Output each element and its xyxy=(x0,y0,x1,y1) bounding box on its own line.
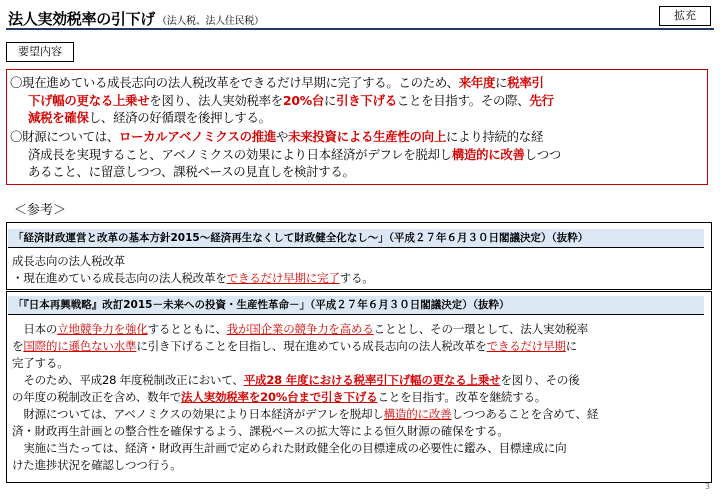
bullet-marker: 〇 xyxy=(10,129,23,144)
reference-subheading: 成長志向の法人税改革 xyxy=(12,254,125,268)
highlight-text: 先行 xyxy=(529,92,554,108)
highlight-text: 我が国企業の競争力を高める xyxy=(226,322,374,336)
reference-text: を図り、その後 xyxy=(500,373,580,387)
bullet-text: により持続的な経 xyxy=(445,129,544,144)
reference-text: けた進捗状況を確認しつつ行う。 xyxy=(12,458,182,472)
bullet-text: し、経済の好循環を後押しする。 xyxy=(88,110,271,125)
highlight-text: 法人実効税率を20%台まで引き下げる xyxy=(181,390,378,404)
page-title xyxy=(8,8,264,29)
reference-text: 日本の xyxy=(23,322,58,336)
page-title-main: 法人実効税率の引下げ xyxy=(8,10,156,28)
bullet-text: に xyxy=(495,75,508,90)
highlight-text: 20%台 xyxy=(282,92,325,108)
reference-header-1: 「経済財政運営と改革の基本方針2015～経済再生なくして財政健全化なし～」（平成２７年６月３０日閣議決定）（抜粋） xyxy=(8,229,704,248)
reference-text: こととし、その一環として、法人実効税率 xyxy=(373,322,589,336)
bullet-text: を図り、法人実効税率を xyxy=(149,92,283,108)
reference-text: そのため、平成28 年度税制改正において、 xyxy=(23,373,244,387)
bullet-text: 財源については、 xyxy=(22,129,120,144)
category-tag: 拡充 xyxy=(659,6,711,26)
reference-text: の年度の税制改正を含め、数年で xyxy=(12,390,182,404)
highlight-text: 下げ幅の更なる上乗せ xyxy=(28,92,150,108)
reference-body-2 xyxy=(12,321,598,474)
reference-text: するとともに、 xyxy=(147,322,227,336)
highlight-text: 国際的に遜色ない水準 xyxy=(23,339,137,353)
reference-header-2: 「『日本再興戦略』改訂2015－未来への投資・生産性革命－」（平成２７年６月３０日閣議決定）（抜粋） xyxy=(8,296,704,315)
highlight-text: 減税を確保 xyxy=(28,110,89,125)
bullet-text: 済成長を実現すること、アベノミクスの効果により日本経済がデフレを脱却し xyxy=(28,146,452,162)
reference-body-1 xyxy=(12,253,374,287)
reference-text: しつつあることを含めて、経 xyxy=(451,407,599,421)
highlight-text: 立地競争力を強化 xyxy=(57,322,148,336)
bullet-text: あること、に留意しつつ、課税ベースの見直しを検討する。 xyxy=(28,164,355,179)
highlight-text: 税率引 xyxy=(507,75,544,90)
request-label: 要望内容 xyxy=(6,42,74,62)
reference-text: 実施に当たっては、経済・財政再生計画で定められた財政健全化の目標達成の必要性に鑑み、目標達成に向 xyxy=(23,441,567,455)
reference-text: ・現在進めている成長志向の法人税改革を xyxy=(12,271,227,285)
highlight-text: できるだけ早期 xyxy=(486,339,566,353)
bullet-text: しつつ xyxy=(524,146,562,162)
reference-text: する。 xyxy=(339,271,374,285)
reference-text: に引き下げることを目指し、現在進めている成長志向の法人税改革を xyxy=(136,339,487,353)
reference-text: 完了する。 xyxy=(12,356,69,370)
page-title-sub: （法人税、法人住民税） xyxy=(157,16,264,27)
reference-heading: ＜参考＞ xyxy=(14,203,67,218)
title-underline xyxy=(6,28,714,30)
request-bullet-1 xyxy=(10,74,700,127)
bullet-marker: 〇 xyxy=(10,75,23,90)
highlight-text: 引き下げる xyxy=(336,92,397,108)
bullet-text: や xyxy=(276,129,289,144)
highlight-text: 平成28 年度における税率引下げ幅の更なる上乗せ xyxy=(243,373,501,387)
reference-text: を xyxy=(12,339,24,353)
request-bullet-2 xyxy=(10,128,700,181)
reference-text: ことを目指す。改革を継続する。 xyxy=(377,390,547,404)
page-number: 3 xyxy=(704,482,710,491)
reference-text: に xyxy=(565,339,578,353)
bullet-text: ことを目指す。その際、 xyxy=(396,92,530,108)
bullet-text: に xyxy=(324,92,337,108)
highlight-text: 来年度 xyxy=(458,75,496,90)
highlight-text: できるだけ早期に完了 xyxy=(226,271,340,285)
bullet-text: 現在進めている成長志向の法人税改革をできるだけ早期に完了する。このため、 xyxy=(22,75,459,90)
highlight-text: 構造的に改善 xyxy=(451,146,525,162)
highlight-text: 未来投資による生産性の向上 xyxy=(288,129,446,144)
highlight-text: 構造的に改善 xyxy=(383,407,452,421)
reference-text: 財源については、アベノミクスの効果により日本経済がデフレを脱却し xyxy=(23,407,384,421)
reference-text: 済・財政再生計画との整合性を確保するよう、課税ベースの拡大等による恒久財源の確保をする。 xyxy=(12,424,509,438)
highlight-text: ローカルアベノミクスの推進 xyxy=(119,129,276,144)
